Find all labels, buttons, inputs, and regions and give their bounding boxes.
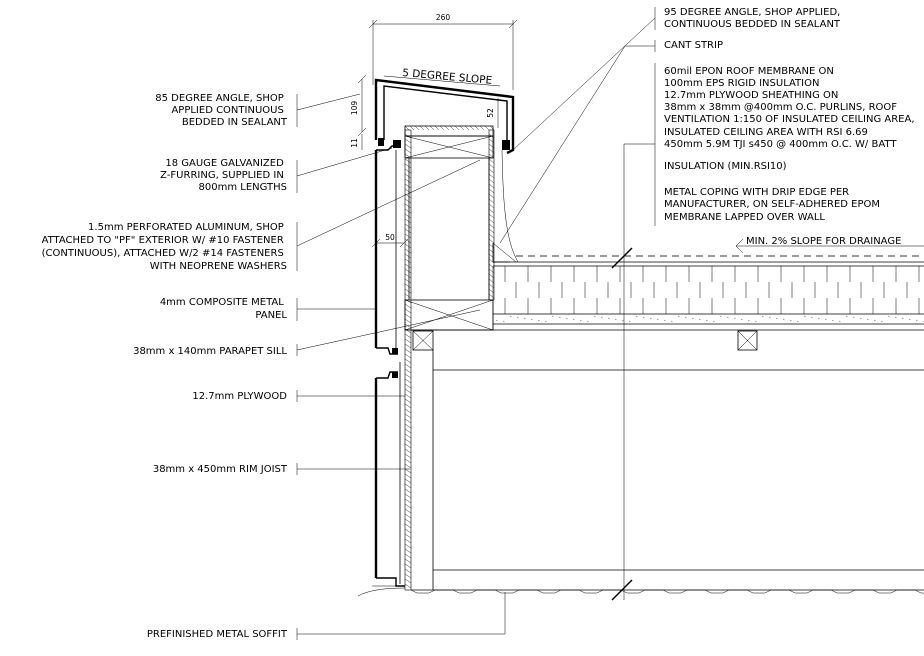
insulation-pattern <box>505 266 924 314</box>
note-composite-panel: 4mm COMPOSITE METAL PANEL <box>159 297 287 321</box>
note-plywood: 12.7mm PLYWOOD <box>192 391 287 402</box>
parapet-structure <box>405 126 494 590</box>
sheathing-hatch <box>405 126 494 588</box>
wall-cladding <box>358 140 405 596</box>
note-roof-assembly: 60mil EPON ROOF MEMBRANE ON 100mm EPS RIGID INSULATION 12.7mm PLYWOOD SHEATHING ON 38mm x 38mm @400mm O.C. PURLINS, ROOF VENTILATION 1:150 OF INSULATED CEILING AREA, INSULATED CEILING AREA WITH RSI 6.69 450mm 5.9M TJI s450 @ 400mm O.C. W/ BATT INSULATION (MIN.RSI10) <box>664 66 915 172</box>
left-notes <box>42 93 288 640</box>
note-rim-joist: 38mm x 450mm RIM JOIST <box>152 464 287 475</box>
note-parapet-sill: 38mm x 140mm PARAPET SILL <box>133 346 287 357</box>
dim-11: 11 <box>350 138 359 148</box>
note-z-furring: 18 GAUGE GALVANIZED Z-FURRING, SUPPLIED IN 800mm LENGTHS <box>160 158 287 193</box>
note-95-angle: 95 DEGREE ANGLE, SHOP APPLIED, CONTINUOUS BEDDED IN SEALANT <box>664 7 841 30</box>
dim-50: 50 <box>385 233 395 242</box>
note-drainage-slope: MIN. 2% SLOPE FOR DRAINAGE <box>746 236 902 247</box>
dim-52: 52 <box>486 108 495 118</box>
right-notes <box>664 7 918 247</box>
left-leaders <box>297 94 505 640</box>
note-metal-coping: METAL COPING WITH DRIP EDGE PER MANUFACTURER, ON SELF-ADHERED EPOM MEMBRANE LAPPED OVER WALL <box>664 187 881 223</box>
plywood-hatch <box>496 316 924 322</box>
note-perforated-aluminum: 1.5mm PERFORATED ALUMINUM, SHOP ATTACHED TO "PF" EXTERIOR W/ #10 FASTENER (CONTINUOUS), ATTACHED W/2 #14 FASTENERS WITH NEOPRENE WASHERS <box>41 222 287 272</box>
note-metal-soffit: PREFINISHED METAL SOFFIT <box>146 629 287 640</box>
dim-109: 109 <box>350 100 359 116</box>
dim-260: 260 <box>435 13 451 22</box>
note-85-angle: 85 DEGREE ANGLE, SHOP APPLIED CONTINUOUS BEDDED IN SEALANT <box>155 93 287 128</box>
note-cant-strip: CANT STRIP <box>664 40 723 51</box>
slope-label: 5 DEGREE SLOPE <box>401 67 493 87</box>
